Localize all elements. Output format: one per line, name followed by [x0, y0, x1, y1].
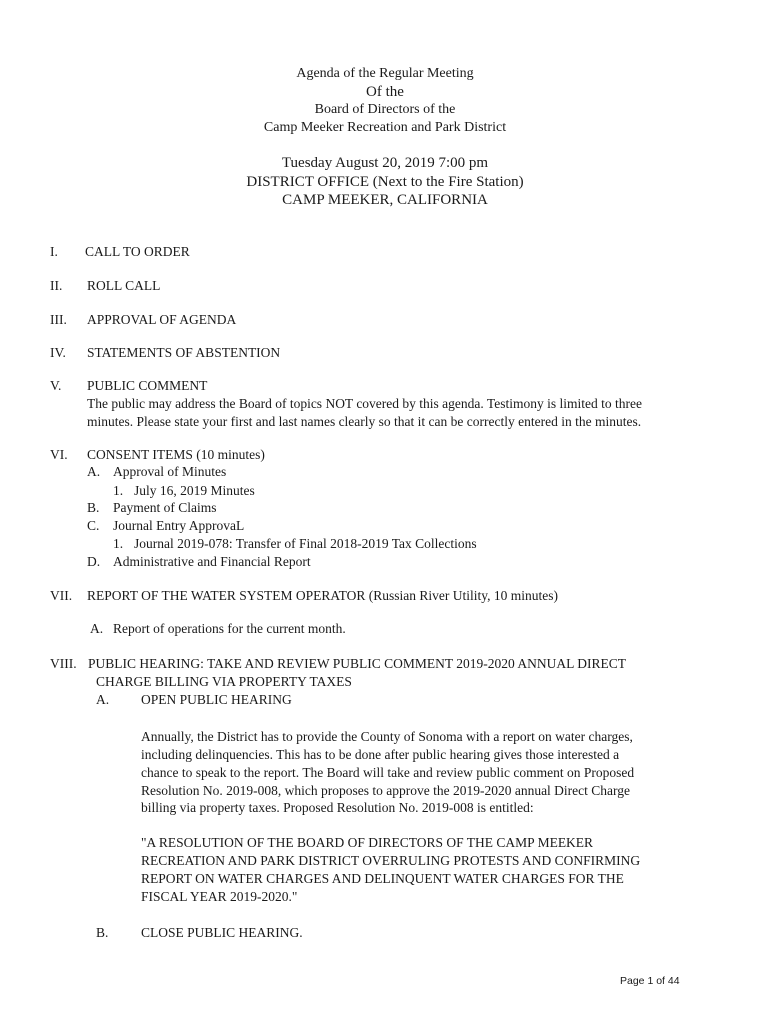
hearing-paragraph: chance to speak to the report. The Board will take and review public comment on Proposed	[141, 765, 635, 780]
header-date-time: Tuesday August 20, 2019 7:00 pm	[281, 155, 489, 171]
sub-item-text: Payment of Claims	[113, 500, 217, 515]
header-district: Camp Meeker Recreation and Park District	[263, 120, 507, 135]
item-title: CALL TO ORDER	[85, 244, 190, 259]
sub-item-text: Report of operations for the current month.	[113, 621, 346, 636]
item-number: III.	[50, 312, 67, 327]
item-body: The public may address the Board of topics NOT covered by this agenda. Testimony is limited to three	[87, 396, 642, 411]
sub-sub-item-text: Journal 2019-078: Transfer of Final 2018-2019 Tax Collections	[134, 536, 477, 551]
item-number: VIII.	[50, 656, 77, 671]
item-title-continued: CHARGE BILLING VIA PROPERTY TAXES	[96, 674, 352, 689]
header-location: DISTRICT OFFICE (Next to the Fire Station)	[246, 174, 524, 190]
hearing-paragraph: billing via property taxes. Proposed Resolution No. 2019-008 is entitled:	[141, 800, 534, 815]
item-number: VII.	[50, 588, 73, 603]
item-number: IV.	[50, 345, 66, 360]
sub-sub-item-number: 1.	[113, 536, 124, 551]
item-title: PUBLIC HEARING: TAKE AND REVIEW PUBLIC COMMENT 2019-2020 ANNUAL DIRECT	[88, 656, 627, 671]
resolution-quote: FISCAL YEAR 2019-2020."	[141, 889, 298, 904]
sub-item-letter: A.	[87, 464, 101, 479]
item-number: VI.	[50, 447, 68, 462]
resolution-quote: RECREATION AND PARK DISTRICT OVERRULING PROTESTS AND CONFIRMING	[141, 853, 641, 868]
item-title: ROLL CALL	[87, 278, 161, 293]
item-number: V.	[50, 378, 62, 393]
sub-sub-item-text: July 16, 2019 Minutes	[134, 483, 255, 498]
item-number: I.	[50, 244, 58, 259]
hearing-paragraph: Annually, the District has to provide the County of Sonoma with a report on water charges,	[141, 729, 633, 744]
sub-sub-item-number: 1.	[113, 483, 124, 498]
item-number: II.	[50, 278, 63, 293]
resolution-quote: "A RESOLUTION OF THE BOARD OF DIRECTORS OF THE CAMP MEEKER	[141, 835, 594, 850]
sub-item-letter: B.	[96, 925, 109, 940]
hearing-paragraph: Resolution No. 2019-008, which proposes to approve the 2019-2020 annual Direct Charge	[141, 783, 631, 798]
item-title: STATEMENTS OF ABSTENTION	[87, 345, 281, 360]
sub-item-text: CLOSE PUBLIC HEARING.	[141, 925, 303, 940]
header-of-the: Of the	[366, 84, 404, 100]
sub-item-letter: A.	[96, 692, 110, 707]
sub-item-text: Approval of Minutes	[113, 464, 227, 479]
header-city: CAMP MEEKER, CALIFORNIA	[282, 192, 488, 208]
item-body: minutes. Please state your first and last names clearly so that it can be correctly entered in the minutes.	[87, 414, 642, 429]
sub-item-letter: D.	[87, 554, 101, 569]
sub-item-text: Journal Entry ApprovaL	[113, 518, 245, 533]
sub-item-text: Administrative and Financial Report	[113, 554, 311, 569]
sub-item-text: OPEN PUBLIC HEARING	[141, 692, 292, 707]
item-title: PUBLIC COMMENT	[87, 378, 208, 393]
header-board: Board of Directors of the	[314, 102, 456, 117]
item-title: REPORT OF THE WATER SYSTEM OPERATOR (Russian River Utility, 10 minutes)	[87, 588, 558, 603]
header-title: Agenda of the Regular Meeting	[296, 66, 474, 81]
hearing-paragraph: including delinquencies. This has to be done after public hearing gives those interested a	[141, 747, 620, 762]
sub-item-letter: C.	[87, 518, 100, 533]
sub-item-letter: B.	[87, 500, 100, 515]
page-number: Page 1 of 44	[620, 975, 680, 987]
resolution-quote: REPORT ON WATER CHARGES AND DELINQUENT WATER CHARGES FOR THE	[141, 871, 624, 886]
item-title: CONSENT ITEMS (10 minutes)	[87, 447, 265, 462]
item-title: APPROVAL OF AGENDA	[87, 312, 237, 327]
sub-item-letter: A.	[90, 621, 104, 636]
